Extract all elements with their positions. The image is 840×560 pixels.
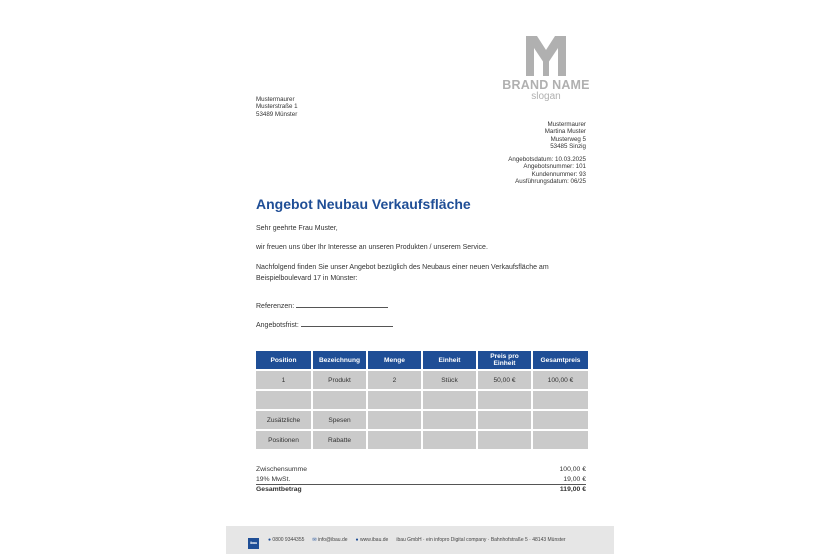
- table-header-row: Position Bezeichnung Menge Einheit Preis pro Einheit Gesamtpreis: [256, 351, 588, 369]
- recipient-address: Mustermaurer Martina Muster Musterweg 5 53485 Sinzig: [544, 121, 586, 151]
- offer-document: [226, 0, 614, 560]
- deadline-line: [301, 320, 393, 327]
- page-footer: [226, 526, 614, 554]
- m-monogram-icon: [523, 34, 569, 78]
- subtotal-row: Zwischensumme 100,00 €: [256, 466, 586, 473]
- footer-web[interactable]: ● www.ibau.de: [355, 537, 389, 543]
- phone-icon: ●: [268, 537, 272, 543]
- items-table: [254, 349, 590, 451]
- deadline-field: Angebotsfrist:: [256, 320, 586, 331]
- ibau-logo: ibau: [248, 538, 259, 549]
- sender-address: Mustermaurer Musterstraße 1 53489 Münster: [256, 96, 298, 118]
- body-text: Nachfolgend finden Sie unser Angebot bezüglich des Neubaus einer neuen Verkaufsfläche am Beispielboulevard 17 in Münster:: [256, 264, 549, 282]
- greeting: Sehr geehrte Frau Muster,: [256, 225, 338, 232]
- globe-icon: ●: [355, 537, 359, 543]
- references-line: [296, 301, 388, 308]
- brand-name: BRAND NAME: [502, 78, 590, 92]
- document-title: Angebot Neubau Verkaufsfläche: [256, 196, 471, 212]
- footer-phone: ● 0800 9344355: [268, 537, 305, 543]
- brand-slogan: slogan: [531, 91, 561, 102]
- references-field: Referenzen:: [256, 301, 586, 312]
- table-row: [256, 391, 588, 409]
- intro-text: wir freuen uns über Ihr Interesse an unseren Produkten / unserem Service.: [256, 244, 488, 251]
- vat-row: 19% MwSt. 19,00 €: [256, 475, 586, 483]
- table-row: Positionen Rabatte: [256, 431, 588, 449]
- footer-email[interactable]: ✉ info@ibau.de: [312, 537, 348, 543]
- totals-section: [256, 465, 586, 495]
- footer-company: ibau GmbH · ein infopro Digital company · Bahnhofstraße 5 · 48143 Münster: [396, 537, 566, 543]
- table-row: Zusätzliche Spesen: [256, 411, 588, 429]
- brand-logo: [502, 34, 590, 102]
- table-row: 1 Produkt 2 Stück 50,00 € 100,00 €: [256, 371, 588, 389]
- mail-icon: ✉: [312, 537, 317, 543]
- offer-meta: Angebotsdatum: 10.03.2025 Angebotsnummer: 101 Kundennummer: 93 Ausführungsdatum: 06/25: [508, 156, 586, 186]
- total-row: Gesamtbetrag 119,00 €: [256, 486, 586, 493]
